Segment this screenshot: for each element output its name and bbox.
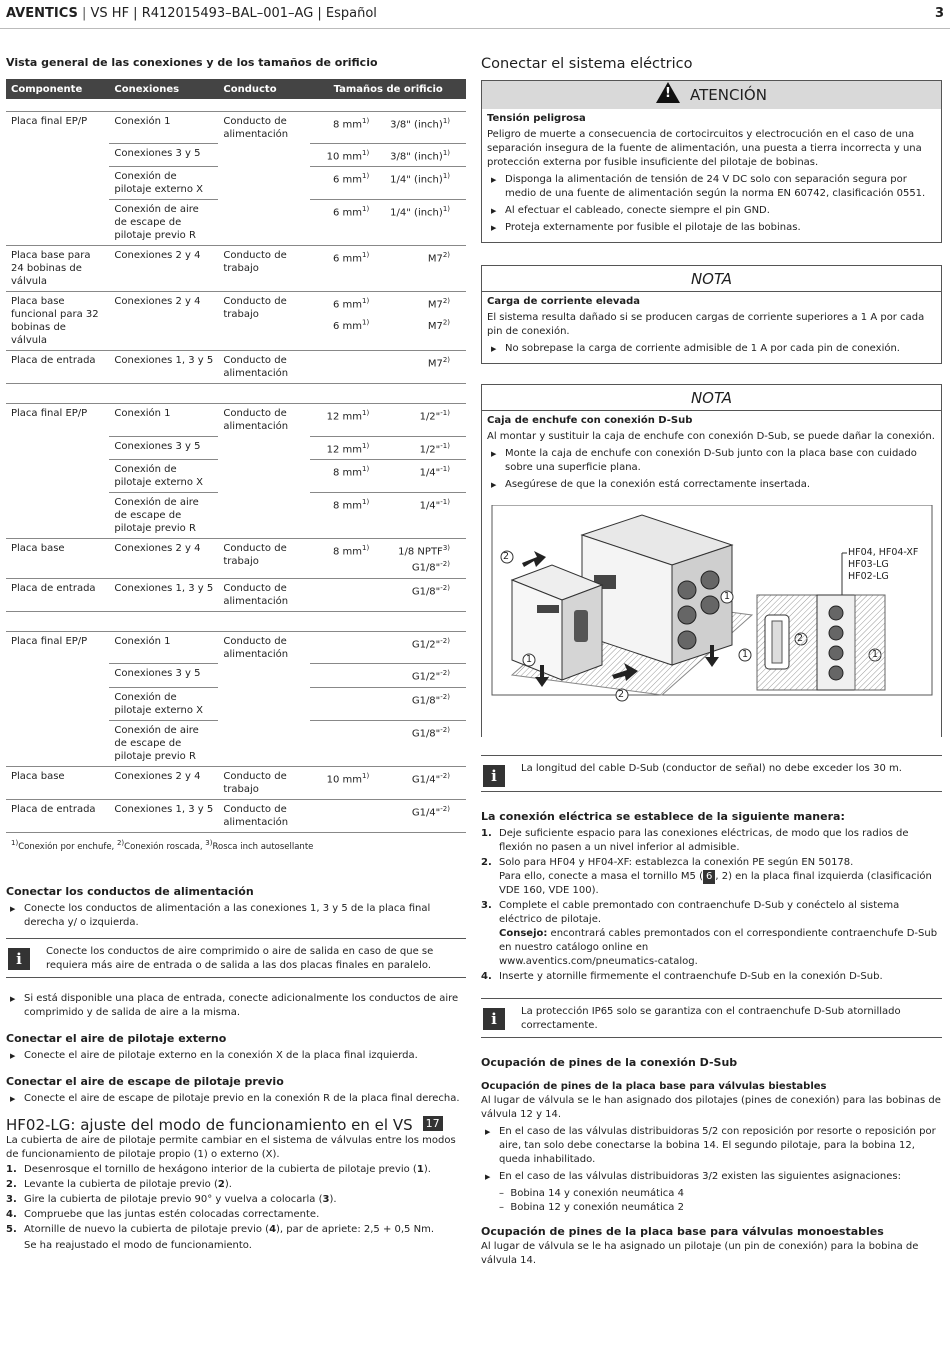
cell-thread: 1/4" (inch)$^{1)}$: [379, 167, 466, 200]
cell-component: [6, 460, 109, 493]
cell-duct: [218, 200, 310, 246]
dsub-illustration: [482, 505, 941, 737]
cell-size: [310, 578, 379, 611]
cell-thread: 1/4"$^{-1)}$: [379, 493, 466, 539]
step-item: 3. Gire la cubierta de pilotaje previo 90° y vuelva a colocarla (3).: [6, 1194, 337, 1206]
cell-thread: M7$^{2)}$ M7$^{2)}$: [379, 292, 466, 351]
cell-duct: [218, 493, 310, 539]
warning-triangle-icon: [656, 82, 680, 103]
paragraph: Al lugar de válvula se le ha asignado un pilotaje (un pin de conexión) para la bobina de válvula 14.: [481, 1241, 919, 1266]
info-note: [6, 938, 466, 978]
notice-item: ▶ Monte la caja de enchufe con conexión D-Sub junto con la placa base con cuidado sobre una superficie plana.: [487, 447, 936, 475]
table-row: [6, 631, 466, 664]
section-heading: Ocupación de pines de la conexión D-Sub: [481, 1056, 738, 1069]
cell-component: Placa final EP/P: [11, 408, 88, 420]
cell-component: [6, 167, 109, 200]
exhaust-section: [6, 1075, 466, 1106]
model-labels: HF04, HF04-XF HF03-LG HF02-LG: [848, 547, 919, 582]
section-heading: Conectar los conductos de alimentación: [6, 885, 254, 899]
table-header-row: [6, 79, 466, 99]
cell-component: Placa base funcional para 32 bobinas de válvula: [6, 292, 109, 351]
table-row: [6, 766, 466, 799]
hf02-title: HF02-LG: ajuste del modo de funcionamiento en el VS 17: [6, 1116, 466, 1134]
cell-size: [310, 687, 379, 720]
hf02-steps: [6, 1163, 466, 1237]
page-header: AVENTICS | VS HF | R412015493–BAL–001–AG | Español 3: [6, 6, 944, 21]
step-item: 2. Levante la cubierta de pilotaje previo (2).: [6, 1179, 232, 1191]
cell-duct: Conducto de alimentación: [223, 408, 289, 433]
cell-component: Placa de entrada: [6, 799, 109, 832]
cell-connection: Conexiones 2 y 4: [109, 292, 218, 351]
paragraph: Al lugar de válvula se le han asignado dos pilotajes (pines de conexión) para las bobinas de válvula 12 y 14.: [481, 1095, 941, 1120]
step-item: 5. Atornille de nuevo la cubierta de pilotaje previo (4), par de apriete: 2,5 + 0,5 Nm.: [6, 1224, 434, 1236]
cell-duct: Conducto de alimentación: [218, 578, 310, 611]
table-row: [6, 720, 466, 766]
cell-size: [310, 720, 379, 766]
table-row: [6, 539, 466, 579]
cell-thread: 3/8" (inch)$^{1)}$: [379, 111, 466, 144]
cell-duct: Conducto de alimentación: [218, 799, 310, 832]
cell-component: Placa de entrada: [6, 578, 109, 611]
cell-size: 8 $mm^{1)}$: [310, 493, 379, 539]
instruction-item: ▶ Conecte el aire de escape de pilotaje previo en la conexión R de la placa final derecha.: [6, 1092, 466, 1106]
table-row: [6, 493, 466, 539]
step-item: 3. Complete el cable premontado con contraenchufe D-Sub y conéctelo al sistema eléctrico de pilotaje. Consejo: encontrará cables premontados con el correspondiente contraenchufe D-Sub en nuestro catálogo online en www.aventics.com/pneumatics-catalog.: [481, 900, 938, 967]
table-row: [6, 167, 466, 200]
info-text: La protección IP65 solo se garantiza con el contraenchufe D-Sub atornillado correctamente.: [521, 1006, 901, 1031]
table-row: [6, 246, 466, 292]
cell-component: [6, 436, 109, 459]
warning-item: ▶ Proteja externamente por fusible el pilotaje de las bobinas.: [487, 221, 936, 235]
cell-duct: [218, 436, 310, 459]
cell-thread: 1/2"$^{-1)}$: [379, 404, 466, 437]
table-row: [6, 578, 466, 611]
cell-thread: G1/2"$^{-2)}$: [379, 631, 466, 664]
table-footnote: $^{1)}$Conexión por enchufe, $^{2)}$Conexión roscada, $^{3)}$Rosca inch autosellante: [11, 838, 314, 852]
hf02-result: Se ha reajustado el modo de funcionamiento.: [24, 1240, 252, 1252]
cell-thread: 3/8" (inch)$^{1)}$: [379, 144, 466, 167]
cell-duct: Conducto de trabajo: [218, 539, 310, 579]
table-spacer: [6, 99, 466, 111]
supply-section: [6, 885, 466, 1020]
cell-connection: Conexión de pilotaje externo X: [109, 460, 218, 493]
dsub-figure: [482, 505, 941, 737]
cell-duct: Conducto de trabajo: [218, 766, 310, 799]
figure-badge: 17: [423, 1116, 443, 1131]
cell-connection: Conexión 1: [109, 111, 218, 144]
subsection-heading: Ocupación de pines de la placa base para válvulas biestables: [481, 1081, 827, 1092]
step-item: 1. Desenrosque el tornillo de hexágono interior de la cubierta de pilotaje previo (1).: [6, 1164, 431, 1176]
cell-connection: Conexiones 2 y 4: [109, 766, 218, 799]
figure-badge: 6: [703, 870, 715, 884]
section-heading: Conectar el aire de escape de pilotaje previo: [6, 1075, 284, 1089]
warning-title: Tensión peligrosa: [487, 113, 586, 124]
cell-duct: [218, 720, 310, 766]
cell-size: [310, 351, 379, 384]
notice-box-current: [481, 265, 942, 364]
cell-duct: [218, 664, 310, 687]
section-heading: Ocupación de pines de la placa base para válvulas monoestables: [481, 1225, 884, 1238]
notice-text: Al montar y sustituir la caja de enchufe con conexión D-Sub, se puede dañar la conexión.: [487, 431, 935, 442]
cell-size: 6 $mm^{1)}$: [310, 200, 379, 246]
step-item: 4. Inserte y atornille firmemente el contraenchufe D-Sub en la conexión D-Sub.: [481, 971, 883, 982]
notice-item: ▶ No sobrepase la carga de corriente admisible de 1 A por cada pin de conexión.: [487, 342, 936, 356]
sub-list-item: – Bobina 14 y conexión neumática 4: [499, 1188, 684, 1199]
cell-component: Placa base para 24 bobinas de válvula: [6, 246, 109, 292]
cell-duct: [218, 460, 310, 493]
cell-duct: Conducto de alimentación: [223, 115, 289, 140]
callout-1: 1: [872, 649, 879, 660]
table-row: [6, 436, 466, 459]
callout-1: 1: [742, 649, 749, 660]
cell-component: [6, 664, 109, 687]
step-item: 2. Solo para HF04 y HF04-XF: establezca la conexión PE según EN 50178. Para ello, conecte a masa el tornillo M5 ( 6 , 2) en la placa final izquierda (clasificación VDE 160, VDE 100).: [481, 857, 932, 896]
cell-duct: Conducto de alimentación: [218, 351, 310, 384]
cell-connection: Conexión de aire de escape de pilotaje previo R: [109, 200, 218, 246]
notice-text: El sistema resulta dañado si se producen cargas de corriente superiores a 1 A por cada pin de conexión.: [487, 312, 925, 337]
table-spacer: [6, 611, 466, 631]
notice-header: NOTA: [482, 385, 941, 411]
table-row: [6, 799, 466, 832]
header-divider: [0, 28, 950, 29]
table-row: [6, 111, 466, 144]
table-row: [6, 664, 466, 687]
info-icon: i: [483, 1008, 505, 1030]
document-id: VS HF | R412015493–BAL–001–AG | Español: [90, 6, 377, 21]
cell-thread: G1/4"$^{-2)}$: [379, 766, 466, 799]
cell-duct: [218, 167, 310, 200]
notice-box-dsub: [481, 384, 942, 737]
callout-1: 1: [724, 591, 731, 602]
step-item: 4. Compruebe que las juntas estén colocadas correctamente.: [6, 1209, 320, 1221]
info-icon: i: [483, 765, 505, 787]
sub-list-item: – Bobina 12 y conexión neumática 2: [499, 1202, 684, 1213]
col-header: Conducto: [218, 79, 310, 99]
cell-connection: Conexiones 3 y 5: [109, 664, 218, 687]
info-note-ip65: [481, 998, 942, 1038]
cell-thread: G1/8"$^{-2)}$: [379, 687, 466, 720]
info-icon: i: [8, 948, 30, 970]
cell-thread: G1/8"$^{-2)}$: [379, 720, 466, 766]
cell-connection: Conexión de pilotaje externo X: [109, 167, 218, 200]
section-heading: La conexión eléctrica se establece de la siguiente manera:: [481, 810, 845, 823]
cell-duct: Conducto de trabajo: [218, 292, 310, 351]
table-row: [6, 687, 466, 720]
notice-header: NOTA: [482, 266, 941, 292]
cell-thread: G1/2"$^{-2)}$: [379, 664, 466, 687]
catalog-link[interactable]: www.aventics.com/pneumatics-catalog.: [499, 956, 698, 967]
left-column: [6, 56, 466, 1253]
table-row: [6, 144, 466, 167]
table-spacer: [6, 384, 466, 404]
col-header: Conexiones: [109, 79, 218, 99]
cell-component: [6, 200, 109, 246]
info-note-cable: [481, 755, 942, 792]
cell-connection: Conexión 1: [109, 631, 218, 664]
section-title: Conectar el sistema eléctrico: [481, 56, 693, 72]
warning-box: [481, 80, 942, 243]
cell-component: [6, 720, 109, 766]
cell-duct: [218, 687, 310, 720]
info-text: Conecte los conductos de aire comprimido o aire de salida en caso de que se requiera más aire de entrada o de salida a las dos placas finales en paralelo.: [46, 946, 434, 972]
cell-size: 8 $mm^{1)}$: [310, 460, 379, 493]
cell-component: [6, 144, 109, 167]
instruction-item: ▶ Conecte el aire de pilotaje externo en la conexión X de la placa final izquierda.: [6, 1049, 466, 1063]
cell-size: [310, 664, 379, 687]
cell-thread: G1/4"$^{-2)}$: [379, 799, 466, 832]
cell-connection: Conexión de aire de escape de pilotaje previo R: [109, 493, 218, 539]
cell-thread: 1/4" (inch)$^{1)}$: [379, 200, 466, 246]
cell-connection: Conexiones 2 y 4: [109, 246, 218, 292]
callout-2: 2: [503, 551, 510, 562]
cell-component: Placa de entrada: [6, 351, 109, 384]
cell-thread: M7$^{2)}$: [379, 351, 466, 384]
cell-size: 8 $mm^{1)}$: [310, 539, 379, 579]
col-header: Componente: [6, 79, 109, 99]
cell-size: 6 $mm^{1)}$ 6 $mm^{1)}$: [310, 292, 379, 351]
cell-connection: Conexiones 2 y 4: [109, 539, 218, 579]
instruction-item: ▶ Si está disponible una placa de entrada, conecte adicionalmente los conductos de aire comprimido y de salida de aire a la misma.: [6, 992, 466, 1020]
cell-connection: Conexiones 1, 3 y 5: [109, 351, 218, 384]
table-row: [6, 292, 466, 351]
info-text: La longitud del cable D-Sub (conductor de señal) no debe exceder los 30 m.: [521, 763, 902, 774]
warning-item: ▶ Al efectuar el cableado, conecte siempre el pin GND.: [487, 204, 936, 218]
cell-connection: Conexiones 1, 3 y 5: [109, 799, 218, 832]
ext-pilot-section: [6, 1032, 466, 1063]
list-item: ▶ En el caso de las válvulas distribuidoras 3/2 existen las siguientes asignaciones:: [481, 1170, 942, 1184]
callout-1: 1: [526, 654, 533, 665]
cell-size: 12 $mm^{1)}$: [310, 436, 379, 459]
cell-size: [310, 631, 379, 664]
cell-connection: Conexión 1: [109, 404, 218, 437]
instruction-item: ▶ Conecte los conductos de alimentación a las conexiones 1, 3 y 5 de la placa final derecha y/ o izquierda.: [6, 902, 466, 930]
table-row: [6, 460, 466, 493]
cell-connection: Conexión de pilotaje externo X: [109, 687, 218, 720]
cell-size: 10 $mm^{1)}$: [310, 766, 379, 799]
cell-connection: Conexión de aire de escape de pilotaje previo R: [109, 720, 218, 766]
cell-size: 6 $mm^{1)}$: [310, 167, 379, 200]
cell-size: 8 $mm^{1)}$: [310, 111, 379, 144]
cell-component: Placa final EP/P: [11, 115, 88, 127]
warning-text: Peligro de muerte a consecuencia de cortocircuitos y electrocución en el caso de una separación insegura de la fuente de alimentación, una puesta a tierra incorrecta y una protección externa por fusible insuficiente del pilotaje de bobinas.: [487, 129, 922, 168]
cell-duct: [218, 144, 310, 167]
col-header: Tamaños de orificio: [310, 79, 466, 99]
callout-2: 2: [797, 633, 804, 644]
cell-thread: G1/8"$^{-2)}$: [379, 578, 466, 611]
table-body: [6, 99, 466, 832]
hf02-intro: La cubierta de aire de pilotaje permite cambiar en el sistema de válvulas entre los modos de funcionamiento de pilotaje propio (1) o externo (X).: [6, 1135, 456, 1161]
cell-component: Placa base: [6, 539, 109, 579]
list-item: ▶ En el caso de las válvulas distribuidoras 5/2 con reposición por resorte o reposición por aire, tan solo debe conectarse la bobina 14. El segundo pilotaje, para la bobina 12, queda inhabilitado.: [481, 1125, 942, 1167]
cell-size: 12 $mm^{1)}$: [310, 404, 379, 437]
cell-connection: Conexiones 1, 3 y 5: [109, 578, 218, 611]
cell-size: [310, 799, 379, 832]
table-row: [6, 351, 466, 384]
cell-connection: Conexiones 3 y 5: [109, 144, 218, 167]
cell-component: Placa final EP/P: [11, 635, 88, 647]
brand-name: AVENTICS: [6, 6, 78, 21]
page-number: 3: [934, 6, 944, 21]
notice-title: Caja de enchufe con conexión D-Sub: [487, 415, 693, 426]
callout-2: 2: [618, 689, 625, 700]
cell-connection: Conexiones 3 y 5: [109, 436, 218, 459]
cell-size: 6 $mm^{1)}$: [310, 246, 379, 292]
notice-title: Carga de corriente elevada: [487, 296, 641, 307]
warning-header: !ATENCIÓN: [482, 81, 941, 109]
cell-component: [6, 493, 109, 539]
cell-size: 10 $mm^{1)}$: [310, 144, 379, 167]
cell-thread: 1/4"$^{-1)}$: [379, 460, 466, 493]
step-item: 1. Deje suficiente espacio para las conexiones eléctricas, de modo que los radios de flexión no pasen a un nivel inferior al admisible.: [481, 828, 909, 853]
cell-thread: M7$^{2)}$: [379, 246, 466, 292]
cell-duct: Conducto de trabajo: [218, 246, 310, 292]
table-title: Vista general de las conexiones y de los tamaños de orificio: [6, 56, 378, 69]
cell-thread: 1/8 NPTF$^{3)}$ G1/8"$^{-2)}$: [379, 539, 466, 579]
table-row: [6, 404, 466, 437]
cell-component: Placa base: [6, 766, 109, 799]
cell-duct: Conducto de alimentación: [223, 635, 289, 660]
warning-item: ▶ Disponga la alimentación de tensión de 24 V DC solo con separación segura por medio de una fuente de alimentación según la norma EN 60742, clasificación 0551.: [487, 173, 936, 201]
right-column: [481, 56, 942, 1268]
ports-table: [6, 79, 466, 833]
cell-component: [6, 687, 109, 720]
hf02-section: [6, 1116, 466, 1253]
section-heading: Conectar el aire de pilotaje externo: [6, 1032, 227, 1046]
notice-item: ▶ Asegúrese de que la conexión está correctamente insertada.: [487, 478, 936, 492]
table-row: [6, 200, 466, 246]
cell-thread: 1/2"$^{-1)}$: [379, 436, 466, 459]
